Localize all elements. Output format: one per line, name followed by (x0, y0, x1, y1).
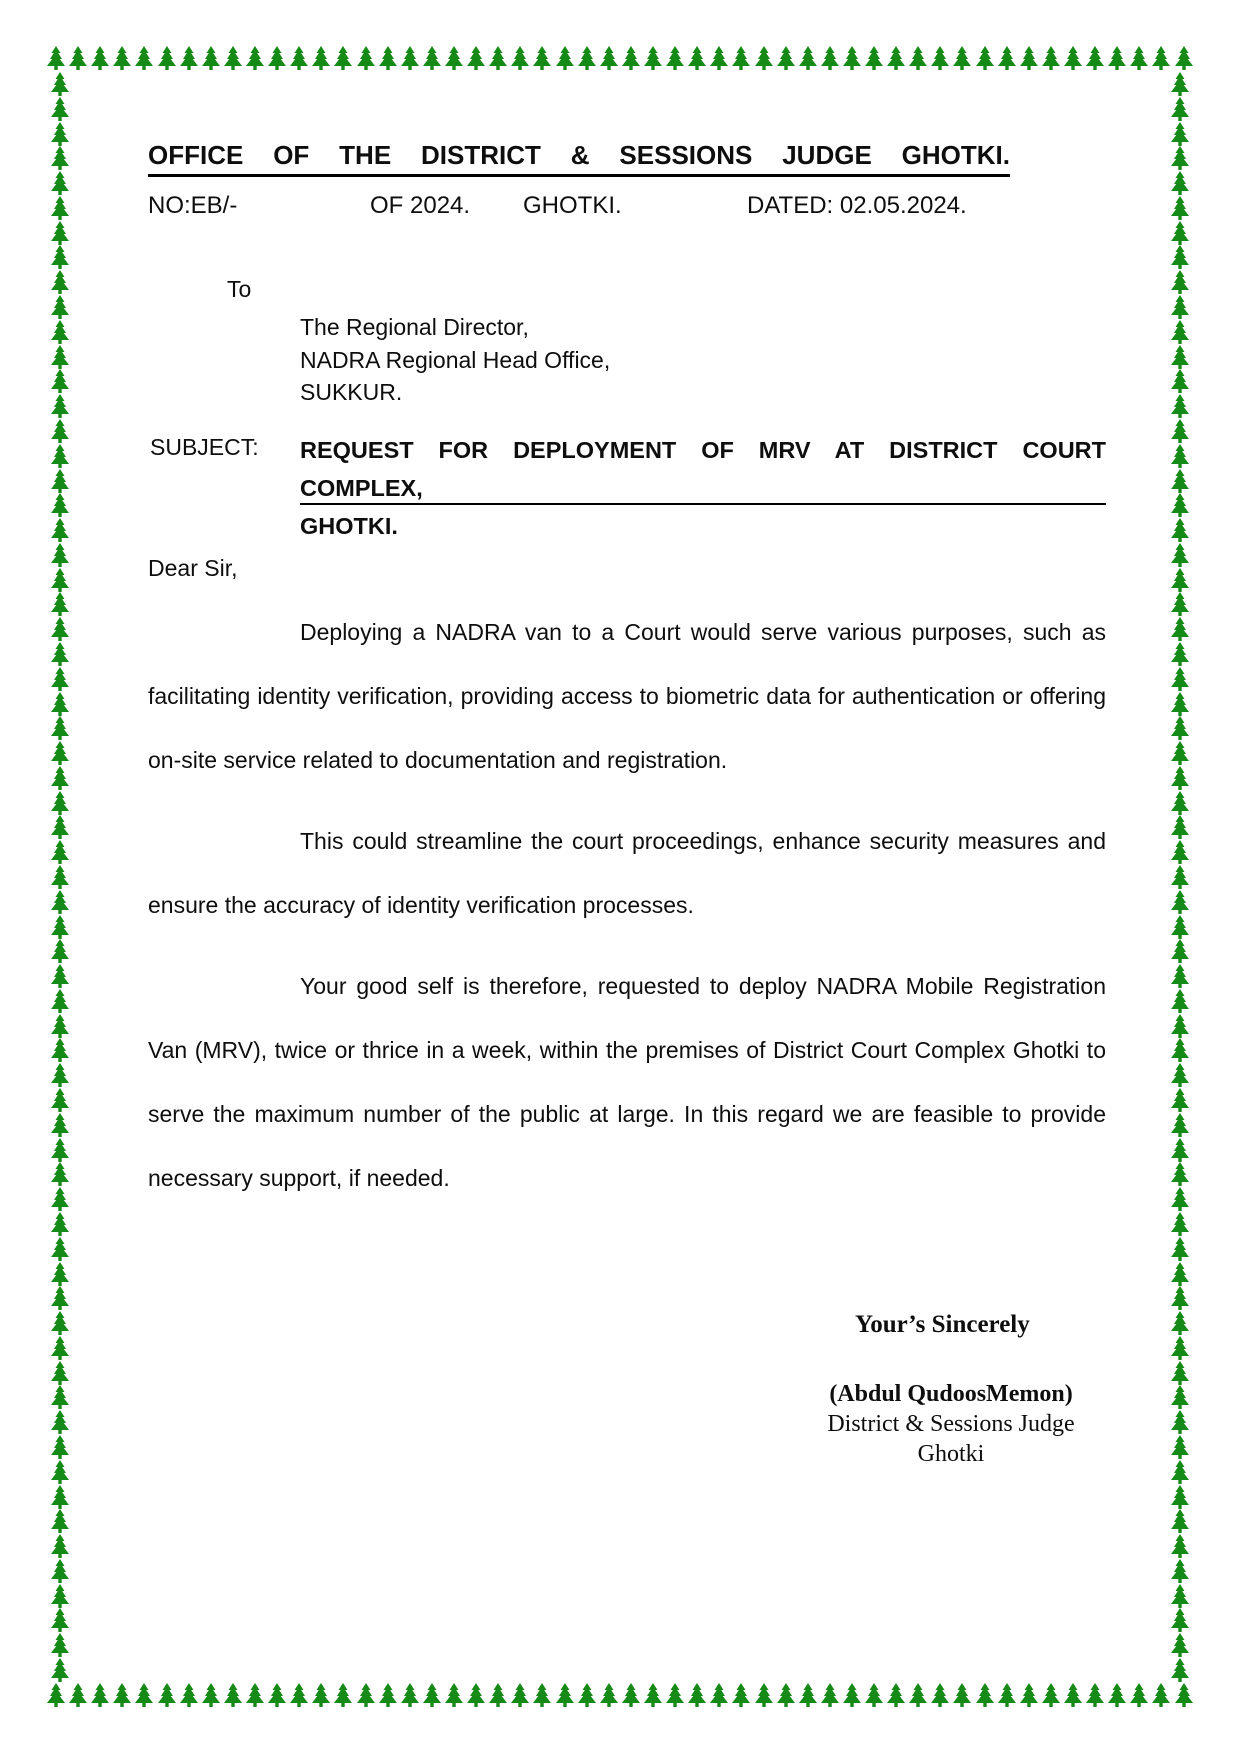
pine-tree-icon (754, 46, 774, 70)
pine-tree-icon (842, 1683, 862, 1707)
pine-tree-icon (378, 1683, 398, 1707)
pine-tree-icon (1170, 146, 1190, 170)
pine-tree-icon (1170, 1559, 1190, 1583)
pine-tree-icon (1170, 1113, 1190, 1137)
pine-tree-icon (466, 1683, 486, 1707)
pine-tree-icon (50, 1435, 70, 1459)
pine-tree-icon (1170, 245, 1190, 269)
pine-tree-icon (50, 1608, 70, 1632)
pine-tree-icon (1170, 716, 1190, 740)
pine-tree-icon (46, 1683, 66, 1707)
signatory-name: (Abdul QudoosMemon) (829, 1381, 1073, 1407)
pine-tree-icon (1170, 1014, 1190, 1038)
pine-tree-icon (532, 1683, 552, 1707)
pine-tree-icon (1170, 964, 1190, 988)
pine-tree-icon (50, 171, 70, 195)
pine-tree-icon (1085, 1683, 1105, 1707)
pine-tree-icon (50, 394, 70, 418)
subject-text (300, 431, 1106, 545)
pine-tree-icon (1170, 667, 1190, 691)
pine-tree-icon (1041, 46, 1061, 70)
pine-tree-icon (886, 1683, 906, 1707)
pine-tree-icon (908, 1683, 928, 1707)
pine-tree-icon (1170, 939, 1190, 963)
pine-tree-icon (289, 1683, 309, 1707)
subject-line-1: REQUEST FOR DEPLOYMENT OF MRV AT DISTRICT COURT COMPLEX, (300, 437, 1106, 501)
pine-tree-icon (1170, 295, 1190, 319)
pine-tree-icon (643, 46, 663, 70)
tree-border-bottom (46, 1682, 1194, 1707)
recipient-line: The Regional Director, (300, 314, 529, 340)
pine-tree-icon (687, 46, 707, 70)
pine-tree-icon (50, 1088, 70, 1112)
pine-tree-icon (134, 46, 154, 70)
pine-tree-icon (50, 245, 70, 269)
pine-tree-icon (1170, 1410, 1190, 1434)
signatory-title: District & Sessions Judge (827, 1411, 1075, 1437)
pine-tree-icon (997, 46, 1017, 70)
subject-label: SUBJECT: (150, 434, 259, 460)
pine-tree-icon (50, 1014, 70, 1038)
pine-tree-icon (665, 46, 685, 70)
pine-tree-icon (997, 1683, 1017, 1707)
pine-tree-icon (1063, 46, 1083, 70)
pine-tree-icon (555, 46, 575, 70)
pine-tree-icon (1170, 1138, 1190, 1162)
pine-tree-icon (1170, 122, 1190, 146)
pine-tree-icon (1019, 1683, 1039, 1707)
pine-tree-icon (50, 345, 70, 369)
pine-tree-icon (356, 46, 376, 70)
pine-tree-icon (50, 1038, 70, 1062)
pine-tree-icon (50, 1410, 70, 1434)
pine-tree-icon (157, 1683, 177, 1707)
pine-tree-icon (1041, 1683, 1061, 1707)
pine-tree-icon (1170, 1162, 1190, 1186)
pine-tree-icon (50, 964, 70, 988)
pine-tree-icon (1107, 1683, 1127, 1707)
pine-tree-icon (776, 1683, 796, 1707)
pine-tree-icon (1170, 1534, 1190, 1558)
pine-tree-icon (50, 1460, 70, 1484)
pine-tree-icon (50, 617, 70, 641)
pine-tree-icon (50, 97, 70, 121)
pine-tree-icon (952, 1683, 972, 1707)
pine-tree-icon (356, 1683, 376, 1707)
pine-tree-icon (50, 1063, 70, 1087)
pine-tree-icon (68, 46, 88, 70)
pine-tree-icon (50, 766, 70, 790)
pine-tree-icon (201, 1683, 221, 1707)
pine-tree-icon (50, 1584, 70, 1608)
pine-tree-icon (444, 1683, 464, 1707)
pine-tree-icon (599, 1683, 619, 1707)
recipient-line: NADRA Regional Head Office, (300, 346, 611, 373)
pine-tree-icon (333, 1683, 353, 1707)
pine-tree-icon (820, 1683, 840, 1707)
pine-tree-icon (1063, 1683, 1083, 1707)
pine-tree-icon (50, 1509, 70, 1533)
pine-tree-icon (1085, 46, 1105, 70)
pine-tree-icon (731, 1683, 751, 1707)
pine-tree-icon (1170, 915, 1190, 939)
pine-tree-icon (50, 1658, 70, 1682)
recipient-line: SUKKUR. (300, 379, 403, 405)
body-paragraph: Deploying a NADRA van to a Court would serve various purposes, such as facilitating identity verification, providing access to biometric data for authentication or offering on-site service related to documentation and registration. (148, 619, 1106, 773)
pine-tree-icon (333, 46, 353, 70)
pine-tree-icon (820, 46, 840, 70)
reference-year: OF 2024. (370, 192, 471, 219)
office-title: OFFICE OF THE DISTRICT & SESSIONS JUDGE GHOTKI. (148, 140, 1010, 177)
pine-tree-icon (754, 1683, 774, 1707)
pine-tree-icon (50, 1113, 70, 1137)
pine-tree-icon (1170, 518, 1190, 542)
pine-tree-icon (1170, 617, 1190, 641)
pine-tree-icon (864, 1683, 884, 1707)
pine-tree-icon (1170, 1633, 1190, 1657)
pine-tree-icon (1170, 890, 1190, 914)
pine-tree-icon (311, 1683, 331, 1707)
pine-tree-icon (311, 46, 331, 70)
pine-tree-icon (577, 1683, 597, 1707)
pine-tree-icon (50, 1212, 70, 1236)
pine-tree-icon (1170, 840, 1190, 864)
pine-tree-icon (50, 716, 70, 740)
pine-tree-icon (50, 221, 70, 245)
pine-tree-icon (1170, 815, 1190, 839)
pine-tree-icon (50, 592, 70, 616)
pine-tree-icon (1170, 1088, 1190, 1112)
pine-tree-icon (245, 46, 265, 70)
pine-tree-icon (50, 1559, 70, 1583)
pine-tree-icon (50, 1485, 70, 1509)
pine-tree-icon (50, 642, 70, 666)
pine-tree-icon (289, 46, 309, 70)
pine-tree-icon (1170, 642, 1190, 666)
pine-tree-icon (201, 46, 221, 70)
pine-tree-icon (50, 568, 70, 592)
reference-number: NO:EB/- (148, 192, 238, 219)
pine-tree-icon (1170, 1336, 1190, 1360)
pine-tree-icon (488, 1683, 508, 1707)
pine-tree-icon (975, 46, 995, 70)
pine-tree-icon (378, 46, 398, 70)
signatory-place: Ghotki (917, 1441, 985, 1467)
pine-tree-icon (864, 46, 884, 70)
pine-tree-icon (1170, 568, 1190, 592)
pine-tree-icon (90, 1683, 110, 1707)
pine-tree-icon (1170, 72, 1190, 96)
pine-tree-icon (50, 493, 70, 517)
pine-tree-icon (1170, 221, 1190, 245)
pine-tree-icon (1170, 1038, 1190, 1062)
pine-tree-icon (50, 667, 70, 691)
pine-tree-icon (267, 1683, 287, 1707)
pine-tree-icon (1170, 270, 1190, 294)
pine-tree-icon (798, 1683, 818, 1707)
body-paragraph: Your good self is therefore, requested to deploy NADRA Mobile Registration Van (MRV), twice or thrice in a week, within the premises of District Court Complex Ghotki to serve the maximum number of the public at large. In this regard we are feasible to provide necessary support, if needed. (148, 973, 1106, 1191)
pine-tree-icon (776, 46, 796, 70)
pine-tree-icon (422, 46, 442, 70)
pine-tree-icon (1019, 46, 1039, 70)
greeting: Dear Sir, (148, 555, 238, 581)
pine-tree-icon (1170, 444, 1190, 468)
subject-underline (300, 503, 1106, 505)
recipient-address (300, 311, 610, 409)
pine-tree-icon (50, 444, 70, 468)
pine-tree-icon (709, 46, 729, 70)
pine-tree-icon (400, 1683, 420, 1707)
pine-tree-icon (50, 865, 70, 889)
pine-tree-icon (1174, 46, 1194, 70)
pine-tree-icon (1170, 1311, 1190, 1335)
pine-tree-icon (1170, 493, 1190, 517)
pine-tree-icon (223, 1683, 243, 1707)
pine-tree-icon (599, 46, 619, 70)
pine-tree-icon (1170, 1361, 1190, 1385)
pine-tree-icon (50, 196, 70, 220)
pine-tree-icon (1129, 46, 1149, 70)
pine-tree-icon (798, 46, 818, 70)
pine-tree-icon (1170, 1608, 1190, 1632)
pine-tree-icon (422, 1683, 442, 1707)
pine-tree-icon (112, 1683, 132, 1707)
pine-tree-icon (510, 46, 530, 70)
pine-tree-icon (50, 791, 70, 815)
pine-tree-icon (50, 1633, 70, 1657)
pine-tree-icon (50, 469, 70, 493)
pine-tree-icon (1170, 1385, 1190, 1409)
pine-tree-icon (50, 1162, 70, 1186)
pine-tree-icon (510, 1683, 530, 1707)
pine-tree-icon (1151, 1683, 1171, 1707)
pine-tree-icon (1170, 196, 1190, 220)
pine-tree-icon (50, 915, 70, 939)
pine-tree-icon (50, 692, 70, 716)
pine-tree-icon (532, 46, 552, 70)
pine-tree-icon (1170, 692, 1190, 716)
pine-tree-icon (1170, 1212, 1190, 1236)
pine-tree-icon (621, 1683, 641, 1707)
pine-tree-icon (50, 270, 70, 294)
pine-tree-icon (1170, 345, 1190, 369)
tree-border-right (1167, 72, 1192, 1682)
pine-tree-icon (90, 46, 110, 70)
pine-tree-icon (1170, 469, 1190, 493)
pine-tree-icon (134, 1683, 154, 1707)
pine-tree-icon (1170, 791, 1190, 815)
pine-tree-icon (1170, 1187, 1190, 1211)
pine-tree-icon (1170, 394, 1190, 418)
pine-tree-icon (444, 46, 464, 70)
pine-tree-icon (267, 46, 287, 70)
pine-tree-icon (50, 122, 70, 146)
pine-tree-icon (50, 890, 70, 914)
pine-tree-icon (1129, 1683, 1149, 1707)
pine-tree-icon (709, 1683, 729, 1707)
pine-tree-icon (930, 46, 950, 70)
pine-tree-icon (886, 46, 906, 70)
pine-tree-icon (1170, 1262, 1190, 1286)
pine-tree-icon (687, 1683, 707, 1707)
pine-tree-icon (50, 543, 70, 567)
pine-tree-icon (842, 46, 862, 70)
pine-tree-icon (157, 46, 177, 70)
pine-tree-icon (50, 1336, 70, 1360)
pine-tree-icon (1174, 1683, 1194, 1707)
pine-tree-icon (179, 1683, 199, 1707)
pine-tree-icon (1170, 543, 1190, 567)
pine-tree-icon (50, 1311, 70, 1335)
pine-tree-icon (1170, 1584, 1190, 1608)
pine-tree-icon (50, 295, 70, 319)
letter-body (148, 600, 1106, 1227)
pine-tree-icon (50, 1138, 70, 1162)
pine-tree-icon (1170, 592, 1190, 616)
pine-tree-icon (50, 1361, 70, 1385)
pine-tree-icon (488, 46, 508, 70)
pine-tree-icon (50, 369, 70, 393)
reference-date: DATED: 02.05.2024. (747, 192, 967, 219)
pine-tree-icon (621, 46, 641, 70)
pine-tree-icon (50, 518, 70, 542)
pine-tree-icon (50, 1237, 70, 1261)
pine-tree-icon (466, 46, 486, 70)
pine-tree-icon (179, 46, 199, 70)
pine-tree-icon (1170, 1237, 1190, 1261)
pine-tree-icon (1170, 419, 1190, 443)
pine-tree-icon (1170, 1286, 1190, 1310)
pine-tree-icon (400, 46, 420, 70)
pine-tree-icon (50, 146, 70, 170)
pine-tree-icon (245, 1683, 265, 1707)
reference-place: GHOTKI. (523, 192, 622, 219)
pine-tree-icon (50, 815, 70, 839)
signature-block (801, 1379, 1101, 1469)
pine-tree-icon (46, 46, 66, 70)
to-label: To (227, 276, 252, 302)
pine-tree-icon (50, 939, 70, 963)
pine-tree-icon (50, 1286, 70, 1310)
pine-tree-icon (50, 1187, 70, 1211)
pine-tree-icon (731, 46, 751, 70)
pine-tree-icon (1170, 1460, 1190, 1484)
pine-tree-icon (50, 741, 70, 765)
pine-tree-icon (1170, 97, 1190, 121)
pine-tree-icon (50, 419, 70, 443)
pine-tree-icon (908, 46, 928, 70)
pine-tree-icon (50, 1534, 70, 1558)
pine-tree-icon (50, 1262, 70, 1286)
body-paragraph: This could streamline the court proceedings, enhance security measures and ensure the accuracy of identity verification processes. (148, 828, 1106, 918)
pine-tree-icon (1170, 171, 1190, 195)
pine-tree-icon (1170, 989, 1190, 1013)
pine-tree-icon (643, 1683, 663, 1707)
pine-tree-icon (50, 1385, 70, 1409)
pine-tree-icon (1170, 320, 1190, 344)
pine-tree-icon (1170, 1485, 1190, 1509)
pine-tree-icon (50, 989, 70, 1013)
pine-tree-icon (1170, 1063, 1190, 1087)
pine-tree-icon (1170, 1509, 1190, 1533)
pine-tree-icon (952, 46, 972, 70)
pine-tree-icon (1170, 1658, 1190, 1682)
pine-tree-icon (555, 1683, 575, 1707)
pine-tree-icon (50, 840, 70, 864)
pine-tree-icon (1170, 766, 1190, 790)
valediction: Your’s Sincerely (855, 1311, 1030, 1338)
pine-tree-icon (665, 1683, 685, 1707)
pine-tree-icon (112, 46, 132, 70)
pine-tree-icon (1170, 369, 1190, 393)
pine-tree-icon (1170, 741, 1190, 765)
pine-tree-icon (1151, 46, 1171, 70)
subject-line-2: GHOTKI. (300, 513, 398, 539)
pine-tree-icon (1170, 865, 1190, 889)
tree-border-left (47, 72, 72, 1682)
pine-tree-icon (577, 46, 597, 70)
pine-tree-icon (50, 320, 70, 344)
pine-tree-icon (68, 1683, 88, 1707)
pine-tree-icon (50, 72, 70, 96)
tree-border-top (46, 45, 1194, 70)
pine-tree-icon (1107, 46, 1127, 70)
pine-tree-icon (1170, 1435, 1190, 1459)
pine-tree-icon (223, 46, 243, 70)
pine-tree-icon (930, 1683, 950, 1707)
pine-tree-icon (975, 1683, 995, 1707)
